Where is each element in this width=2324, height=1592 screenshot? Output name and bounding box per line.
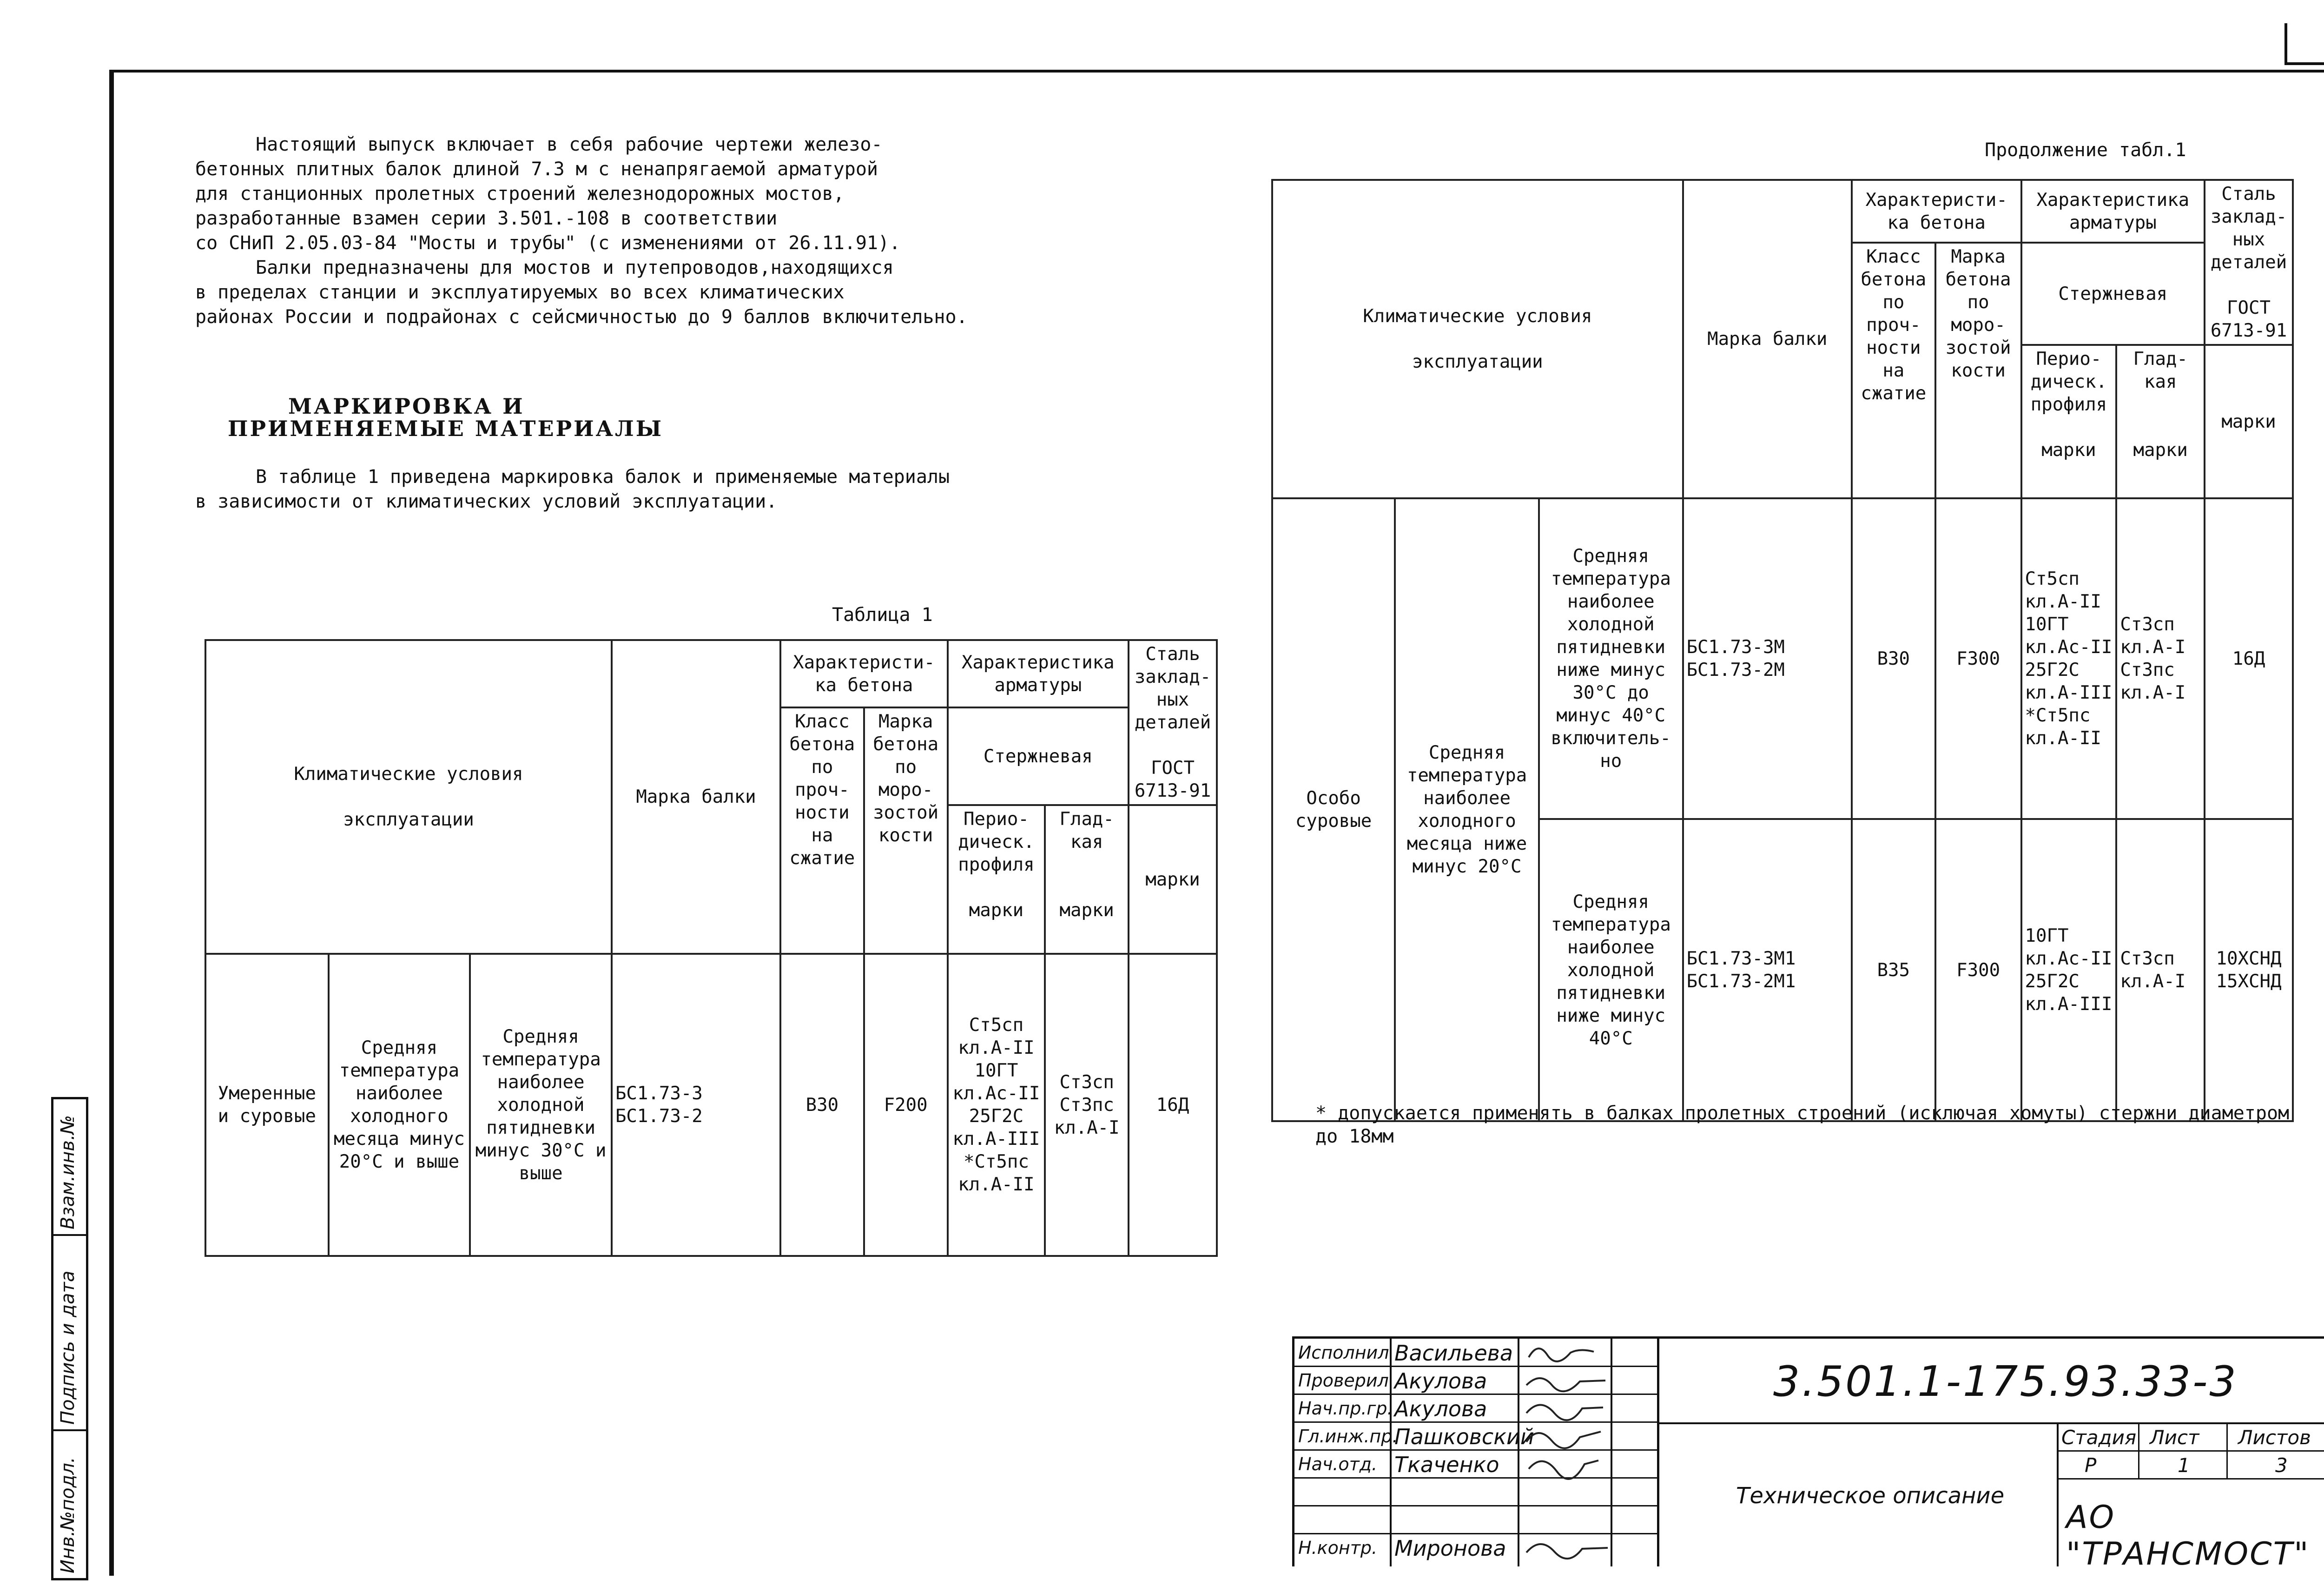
header-rebar-periodic: Перио-дическ. профиля марки [2021, 345, 2117, 498]
table-intro-line: В таблице 1 приведена маркировка балок и применяемые материалы [256, 466, 950, 488]
role-dept-head: Нач.отд. [1298, 1454, 1378, 1474]
header-concrete: Характеристи-ка бетона [780, 640, 948, 707]
name-group-head: Акулова [1394, 1396, 1487, 1421]
intro-text [195, 132, 1078, 330]
cell-concrete-class: В35 [1852, 819, 1935, 1121]
table-1 [205, 639, 1218, 1257]
table1-caption: Таблица 1 [832, 604, 933, 626]
header-rebar-rod: Стержневая [948, 707, 1129, 805]
header-steel: Сталь заклад-ных деталей ГОСТ 6713-91 [2205, 180, 2293, 345]
side-label-signature-date: Подпись и дата [57, 1270, 79, 1425]
cell-climate: Умеренные и суровые [205, 954, 329, 1256]
signatures-image [1519, 1339, 1612, 1566]
corner-mark [2284, 23, 2287, 65]
name-norm-control: Миронова [1394, 1536, 1506, 1561]
sheet-value: 1 [2178, 1454, 2190, 1477]
intro-line: разработанные взамен серии 3.501.-108 в соответствии [195, 208, 778, 229]
header-steel-marks: марки [1129, 805, 1217, 954]
intro-line: Настоящий выпуск включает в себя рабочие чертежи железо- [256, 134, 883, 155]
cell-frost: F300 [1935, 498, 2021, 819]
intro-line: в пределах станции и эксплуатируемых во всех климатических [195, 282, 845, 303]
stage-label: Стадия [2061, 1426, 2137, 1449]
sheets-label: Листов [2238, 1426, 2311, 1449]
cell-frost: F300 [1935, 819, 2021, 1121]
cell-fiveday-cond: Средняя температура наиболее холодной пятидневки минус 30°С и выше [470, 954, 612, 1256]
header-climate: Климатические условия эксплуатации [1272, 180, 1683, 498]
name-chief-engineer: Пашковский [1394, 1424, 1534, 1449]
table-1-continued [1271, 179, 2294, 1122]
role-checker: Проверил [1298, 1370, 1389, 1391]
header-climate: Климатические условия эксплуатации [205, 640, 612, 954]
corner-mark-base [2284, 62, 2324, 65]
header-beam-mark: Марка балки [1683, 180, 1852, 498]
heading-line-1: МАРКИРОВКА И [288, 394, 525, 419]
frame-top-border [109, 70, 2324, 73]
cell-steel: 16Д [1129, 954, 1217, 1256]
header-rebar: Характеристика арматуры [948, 640, 1129, 707]
cell-month-cond: Средняя температура наиболее холодного месяца ниже минус 20°С [1395, 498, 1539, 1121]
cell-concrete-class: В30 [1852, 498, 1935, 819]
header-concrete-class: Класс бетона по проч-ности на сжатие [1852, 243, 1935, 498]
document-code: 3.501.1-175.93.33-3 [1773, 1357, 2238, 1406]
organization-name: АО "ТРАНСМОСТ" [2066, 1499, 2310, 1572]
cell-fiveday-cond: Средняя температура наиболее холодной пятидневки ниже минус 40°С [1539, 819, 1683, 1121]
cell-steel: 10ХСНД 15ХСНД [2205, 819, 2293, 1121]
cell-frost: F200 [864, 954, 948, 1256]
section-heading [228, 395, 832, 440]
cell-beam-mark: БС1.73-3 БС1.73-2 [612, 954, 780, 1256]
heading-line-2: ПРИМЕНЯЕМЫЕ МАТЕРИАЛЫ [228, 416, 663, 441]
header-rebar: Характеристика арматуры [2021, 180, 2205, 243]
table-intro-text [195, 465, 1078, 514]
header-concrete-frost: Марка бетона по моро-зостой кости [864, 707, 948, 954]
cell-smooth: Ст3сп кл.А-I Ст3пс кл.А-I [2116, 498, 2205, 819]
frame-left-border [109, 70, 114, 1576]
intro-line: бетонных плитных балок длиной 7.3 м с ненапрягаемой арматурой [195, 159, 878, 180]
intro-line: для станционных пролетных строений железнодорожных мостов, [195, 183, 845, 205]
header-rebar-smooth: Глад-кая марки [2116, 345, 2205, 498]
name-dept-head: Ткаченко [1394, 1452, 1499, 1477]
header-concrete: Характеристи-ка бетона [1852, 180, 2021, 243]
intro-line: районах России и подрайонах с сейсмичностью до 9 баллов включительно. [195, 306, 968, 328]
header-concrete-class: Класс бетона по проч-ности на сжатие [780, 707, 864, 954]
table-intro-line: в зависимости от климатических условий эксплуатации. [195, 491, 778, 512]
stage-value: Р [2085, 1454, 2097, 1477]
signature-grid [1294, 1339, 1659, 1566]
cell-steel: 16Д [2205, 498, 2293, 819]
intro-line: Балки предназначены для мостов и путепроводов,находящихся [256, 257, 894, 278]
header-concrete-frost: Марка бетона по моро-зостой кости [1935, 243, 2021, 498]
cell-month-cond: Средняя температура наиболее холодного месяца минус 20°С и выше [329, 954, 470, 1256]
name-executor: Васильева [1394, 1341, 1513, 1366]
cell-periodic: 10ГТ кл.Ас-II 25Г2С кл.А-III [2021, 819, 2117, 1121]
title-block [1292, 1336, 2324, 1572]
header-beam-mark: Марка балки [612, 640, 780, 954]
role-norm-control: Н.контр. [1298, 1538, 1378, 1558]
role-chief-engineer: Гл.инж.пр. [1298, 1426, 1398, 1447]
footnote: * допускается применять в балках пролетных строений (исключая хомуты) стержни диаметром до 18мм [1315, 1103, 2290, 1147]
cell-concrete-class: В30 [780, 954, 864, 1256]
cell-smooth: Ст3сп Ст3пс кл.А-I [1045, 954, 1129, 1256]
cell-beam-mark: БС1.73-3М1 БС1.73-2М1 [1683, 819, 1852, 1121]
cell-beam-mark: БС1.73-3М БС1.73-2М [1683, 498, 1852, 819]
table2-caption: Продолжение табл.1 [1985, 139, 2186, 161]
side-label-replaced-inventory: Взам.инв.№ [57, 1115, 79, 1229]
side-stamp-strip [51, 1097, 88, 1580]
header-rebar-rod: Стержневая [2021, 243, 2205, 345]
side-label-inventory-original: Инв.№подл. [57, 1457, 79, 1573]
intro-line: со СНиП 2.05.03-84 "Мосты и трубы" (с изменениями от 26.11.91). [195, 232, 901, 254]
header-rebar-periodic: Перио-дическ. профиля марки [948, 805, 1045, 954]
cell-periodic: Ст5сп кл.А-II 10ГТ кл.Ас-II 25Г2С кл.А-III *Ст5пс кл.А-II [948, 954, 1045, 1256]
document-title: Техническое описание [1736, 1483, 2005, 1509]
role-executor: Исполнил [1298, 1342, 1389, 1363]
sheet-label: Лист [2150, 1426, 2199, 1449]
sheets-value: 3 [2275, 1454, 2288, 1477]
name-checker: Акулова [1394, 1368, 1487, 1394]
cell-fiveday-cond: Средняя температура наиболее холодной пятидневки ниже минус 30°С до минус 40°С включитель-но [1539, 498, 1683, 819]
cell-smooth: Ст3сп кл.А-I [2116, 819, 2205, 1121]
header-steel: Сталь заклад-ных деталей ГОСТ 6713-91 [1129, 640, 1217, 805]
header-steel-marks: марки [2205, 345, 2293, 498]
cell-climate: Особо суровые [1272, 498, 1395, 1121]
cell-periodic: Ст5сп кл.А-II 10ГТ кл.Ас-II 25Г2С кл.А-III *Ст5пс кл.А-II [2021, 498, 2117, 819]
role-group-head: Нач.пр.гр. [1298, 1398, 1393, 1419]
header-rebar-smooth: Глад-кая марки [1045, 805, 1129, 954]
